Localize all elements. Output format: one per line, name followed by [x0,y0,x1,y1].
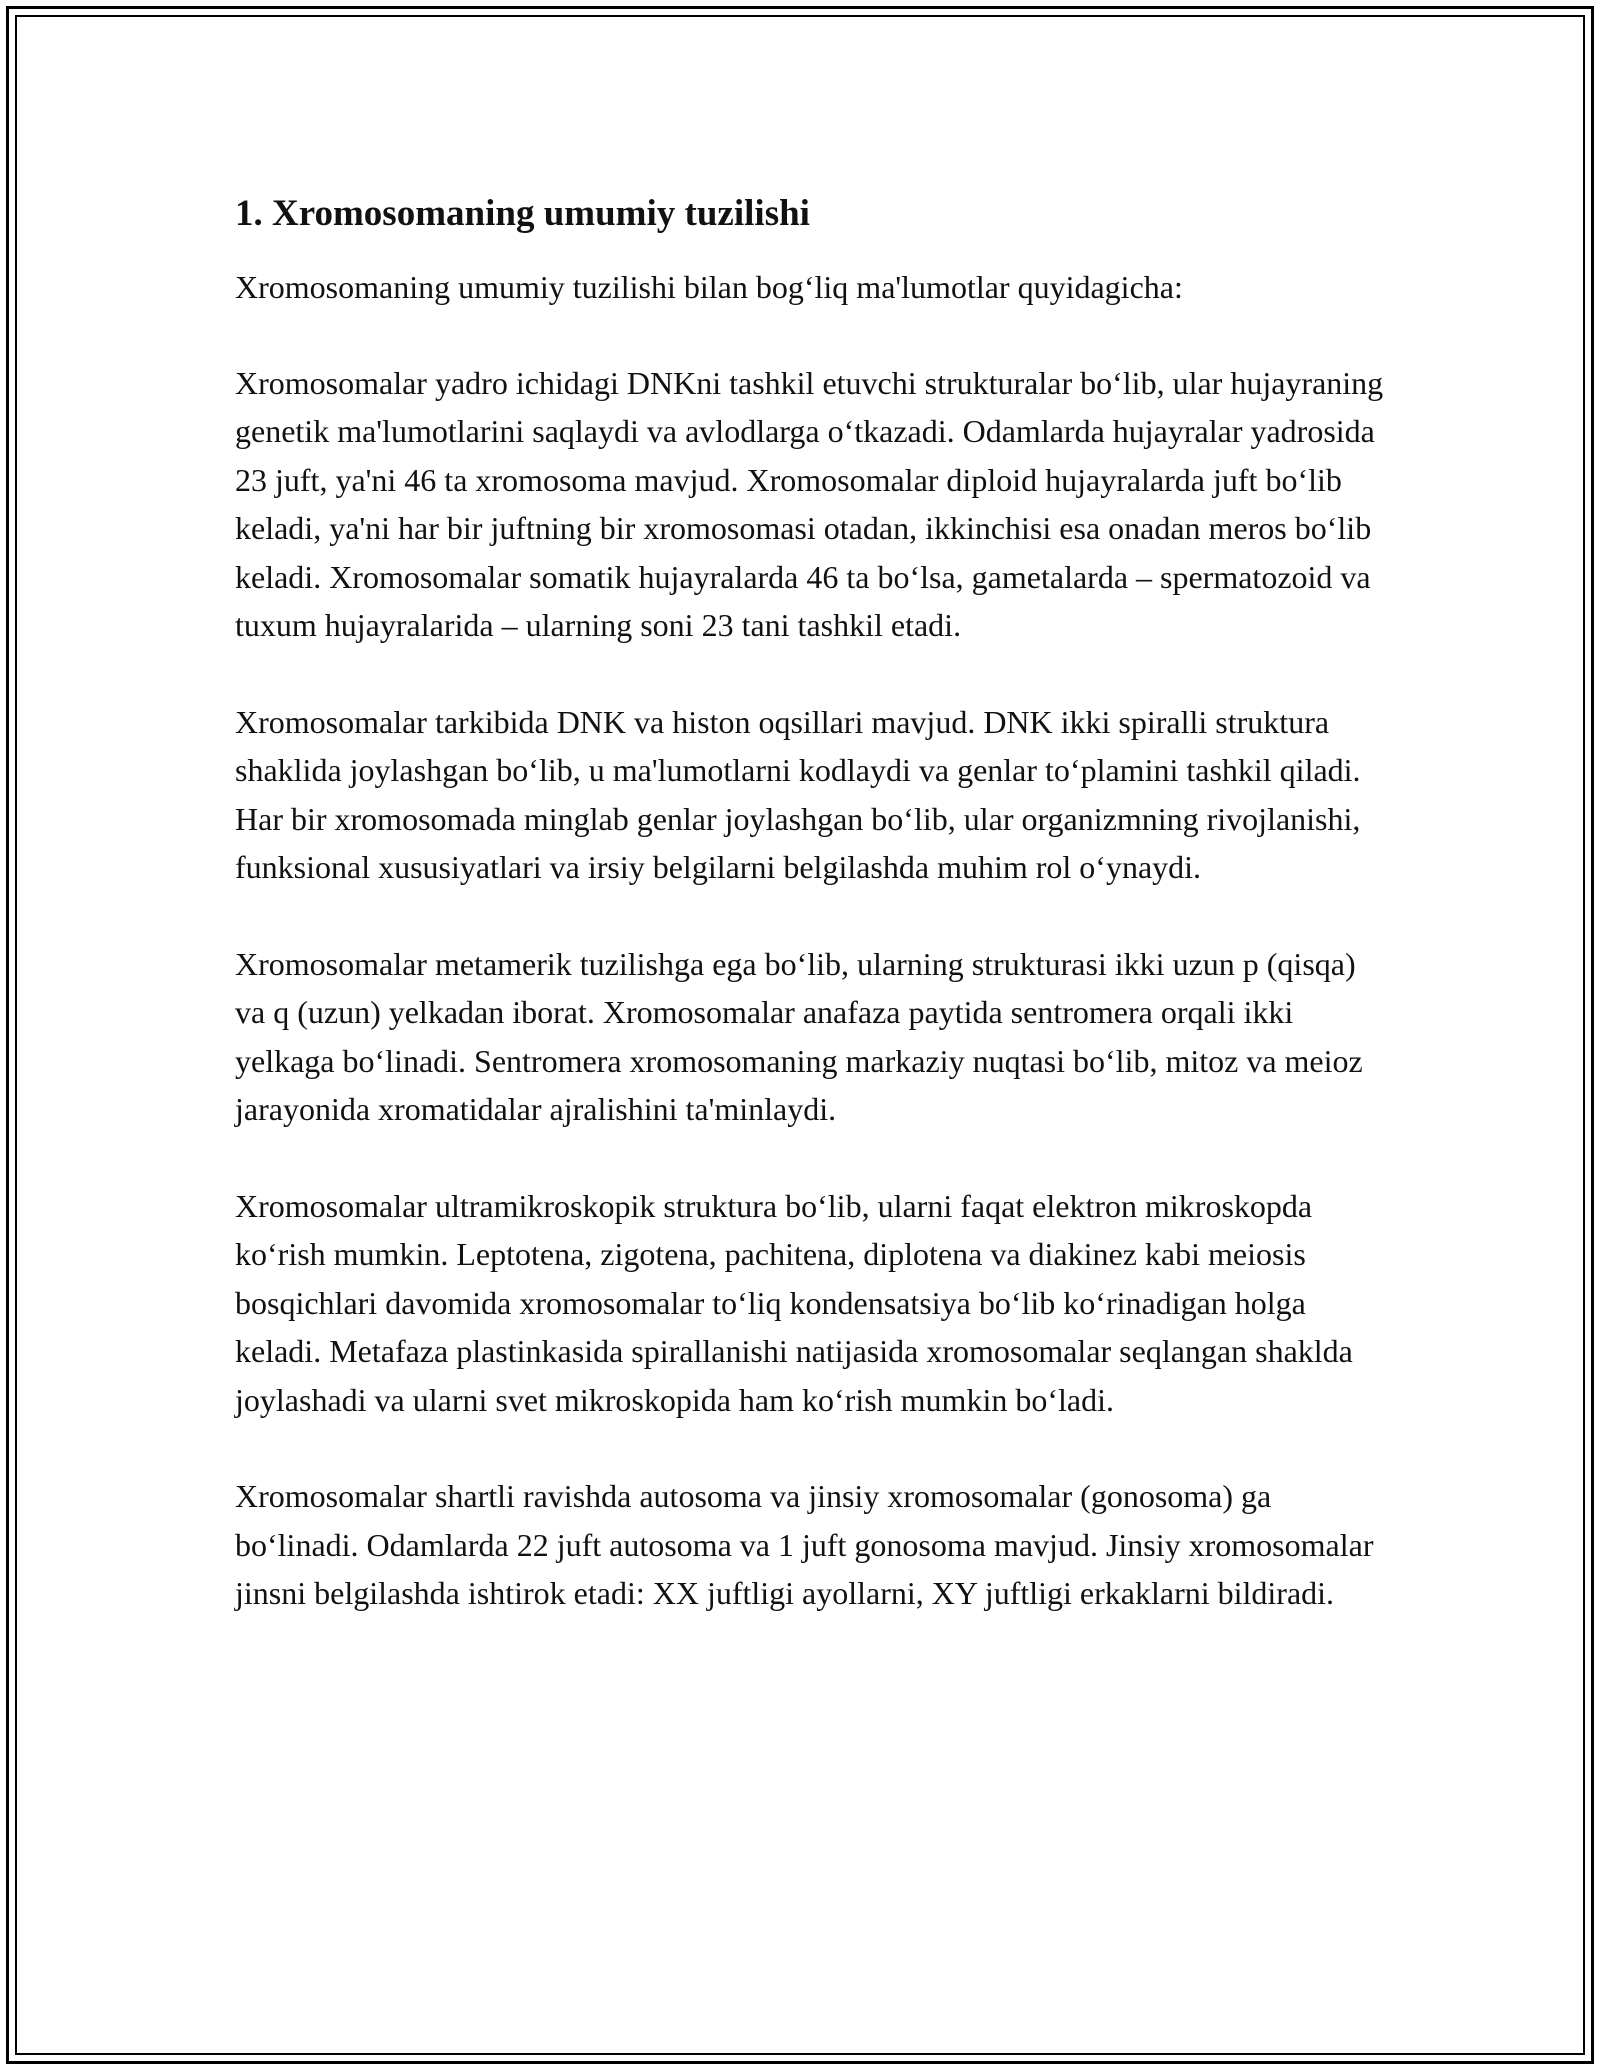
paragraph-dna-histone: Xromosomalar tarkibida DNK va histon oqsillari mavjud. DNK ikki spiralli struktura shaklida joylashgan bo‘lib, u ma'lumotlarni kodlaydi va genlar to‘plamini tashkil qiladi. Har bir xromosomada minglab genlar joylashgan bo‘lib, ular organizmning rivojlanishi, funksional xususiyatlari va irsiy belgilarni belgilashda muhim rol o‘ynaydi. [235,703,1361,885]
document-body [235,186,1385,1666]
paragraph-chromosome-overview: Xromosomalar yadro ichidagi DNKni tashkil etuvchi strukturalar bo‘lib, ular hujayraning genetik ma'lumotlarini saqlaydi va avlodlarga o‘tkazadi. Odamlarda hujayralar yadrosida 23 juft, ya'ni 46 ta xromosoma mavjud. Xromosomalar diploid hujayralarda juft bo‘lib keladi, ya'ni har bir juftning bir xromosomasi otadan, ikkinchisi esa onadan meros bo‘lib keladi. Xromosomalar somatik hujayralarda 46 ta bo‘lsa, gametalarda – spermatozoid va tuxum hujayralarida – ularning soni 23 tani tashkil etadi. [235,364,1384,643]
intro-paragraph: Xromosomaning umumiy tuzilishi bilan bog‘liq ma'lumotlar quyidagicha: [235,269,1183,305]
paragraph-autosome-gonosome: Xromosomalar shartli ravishda autosoma va jinsiy xromosomalar (gonosoma) ga bo‘linadi. Odamlarda 22 juft autosoma va 1 juft gonosoma mavjud. Jinsiy xromosomalar jinsni belgilashda ishtirok etadi: XX juftligi ayollarni, XY juftligi erkaklarni bildiradi. [235,1478,1374,1611]
section-heading: 1. Xromosomaning umumiy tuzilishi [235,193,810,234]
paragraph-microscopy: Xromosomalar ultramikroskopik struktura bo‘lib, ularni faqat elektron mikroskopda ko‘rish mumkin. Leptotena, zigotena, pachitena, diplotena va diakinez kabi meiosis bosqichlari davomida xromosomalar to‘liq kondensatsiya bo‘lib ko‘rinadigan holga keladi. Metafaza plastinkasida spirallanishi natijasida xromosomalar seqlangan shaklda joylashadi va ularni svet mikroskopida ham ko‘rish mumkin bo‘ladi. [235,1187,1353,1418]
paragraph-centromere: Xromosomalar metamerik tuzilishga ega bo‘lib, ularning strukturasi ikki uzun p (qisqa) va q (uzun) yelkadan iborat. Xromosomalar anafaza paytida sentromera orqali ikki yelkaga bo‘linadi. Sentromera xromosomaning markaziy nuqtasi bo‘lib, mitoz va meioz jarayonida xromatidalar ajralishini ta'minlaydi. [235,945,1363,1127]
